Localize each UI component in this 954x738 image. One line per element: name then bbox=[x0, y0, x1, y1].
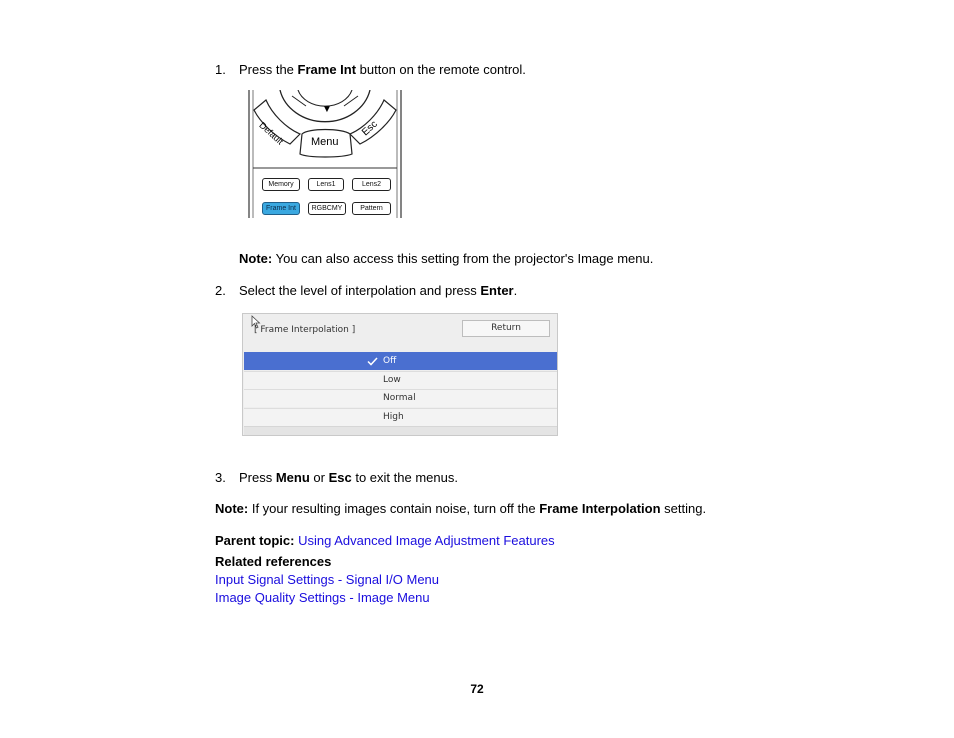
frame-interpolation-menu-image bbox=[242, 313, 558, 436]
lens2-button: Lens2 bbox=[352, 178, 391, 191]
step-number: 1. bbox=[215, 62, 226, 77]
menu-option-high bbox=[244, 408, 557, 426]
related-link-item bbox=[215, 590, 430, 606]
option-label: Low bbox=[383, 375, 401, 385]
frame-int-button: Frame Int bbox=[262, 202, 300, 215]
option-label: Normal bbox=[383, 393, 416, 403]
step-text: Select the level of interpolation and press Enter. bbox=[239, 283, 518, 298]
option-label: Off bbox=[383, 356, 397, 366]
menu-button-label: Menu bbox=[311, 136, 339, 148]
down-arrow-icon: ▼ bbox=[322, 104, 332, 115]
checkmark-icon bbox=[367, 357, 378, 366]
step-text: Press Menu or Esc to exit the menus. bbox=[239, 470, 458, 485]
menu-option-off bbox=[244, 352, 557, 370]
step-text: Press the Frame Int button on the remote control. bbox=[239, 62, 526, 77]
input-signal-settings-link[interactable]: Input Signal Settings - Signal I/O Menu bbox=[215, 572, 440, 587]
parent-topic: Parent topic: Using Advanced Image Adjustment Features bbox=[215, 533, 555, 548]
menu-option-low bbox=[244, 371, 557, 389]
related-references-heading: Related references bbox=[215, 554, 332, 569]
return-button: Return bbox=[462, 320, 550, 337]
parent-topic-link[interactable]: Using Advanced Image Adjustment Features bbox=[298, 533, 555, 548]
step-number: 2. bbox=[215, 283, 226, 298]
default-button-label: Default bbox=[257, 120, 286, 147]
esc-button-label: Esc bbox=[360, 118, 380, 139]
related-link-item bbox=[215, 572, 439, 588]
step-number: 3. bbox=[215, 470, 226, 485]
remote-control-image bbox=[246, 90, 404, 218]
option-label: High bbox=[383, 412, 404, 422]
pattern-button: Pattern bbox=[352, 202, 391, 215]
image-quality-settings-link[interactable]: Image Quality Settings - Image Menu bbox=[215, 590, 430, 605]
menu-title: [ Frame Interpolation ] bbox=[254, 325, 356, 335]
lens1-button: Lens1 bbox=[308, 178, 344, 191]
note-2: Note: If your resulting images contain noise, turn off the Frame Interpolation setting. bbox=[215, 501, 707, 516]
menu-option-normal bbox=[244, 389, 557, 407]
page-number: 72 bbox=[470, 682, 484, 696]
rgbcmy-button: RGBCMY bbox=[308, 202, 346, 215]
note-1: Note: You can also access this setting from the projector's Image menu. bbox=[239, 251, 654, 266]
memory-button: Memory bbox=[262, 178, 300, 191]
menu-footer bbox=[244, 426, 557, 435]
